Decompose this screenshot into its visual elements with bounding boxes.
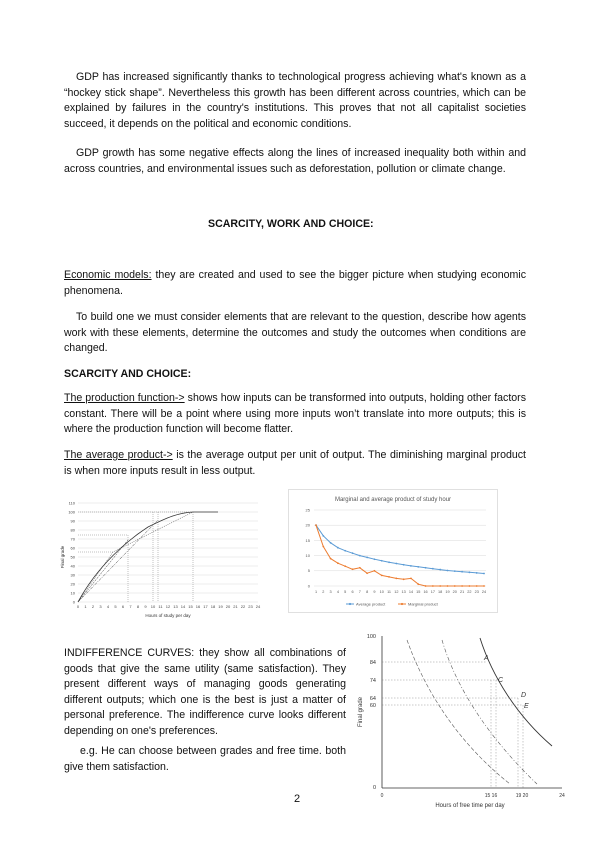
marginal-average-title: Marginal and average product of study hour xyxy=(334,497,452,503)
series-point-1 xyxy=(366,572,368,574)
series-point-1 xyxy=(315,524,317,526)
term-average-product: The average product-> xyxy=(64,449,173,461)
series-point-0 xyxy=(476,572,478,574)
series-point-1 xyxy=(468,585,470,587)
marginal-xtick: 22 xyxy=(467,590,472,594)
paragraph-gdp-growth: GDP has increased significantly thanks to technological progress achieving what's known as a “hockey stick shape”. Nevertheless this growth has been different across countries, which can be explained by failures in the country's institutions. This proves that not all capitalist societies succeed, it depends on the political and economic conditions. xyxy=(64,71,526,130)
production-ytick: 90 xyxy=(70,518,75,524)
marginal-xtick: 16 xyxy=(423,590,428,594)
marginal-xtick: 23 xyxy=(474,590,479,594)
production-xtick: 24 xyxy=(255,604,261,609)
series-point-1 xyxy=(359,567,361,569)
average-text: is the average output per unit of output. The diminishing marginal product is when more inputs result in less output. xyxy=(64,449,526,477)
marginal-xtick: 17 xyxy=(430,590,435,594)
production-ytick: 70 xyxy=(70,536,75,542)
series-point-1 xyxy=(447,585,449,587)
production-function-chart xyxy=(58,495,270,619)
series-point-1 xyxy=(483,585,485,587)
series-point-0 xyxy=(388,561,390,563)
indiff-point-c: C xyxy=(498,677,504,684)
indiff-xtick-0: 0 xyxy=(380,793,384,799)
marginal-xtick: 19 xyxy=(445,590,450,594)
series-point-0 xyxy=(410,565,412,567)
production-ytick: 110 xyxy=(68,500,75,506)
paragraph-gdp-negative: GDP growth has some negative effects along the lines of increased inequality both within and across countries, and environmental issues such as deforestation, pollution or climate change. xyxy=(64,147,526,175)
series-point-1 xyxy=(344,565,346,567)
heading-scarcity-work-choice: SCARCITY, WORK AND CHOICE: xyxy=(208,218,374,230)
production-ytick: 80 xyxy=(70,527,75,533)
production-xtick: 17 xyxy=(203,604,208,609)
series-point-1 xyxy=(454,585,456,587)
series-point-0 xyxy=(395,563,397,565)
marginal-ytick: 15 xyxy=(305,537,310,543)
production-xtick: 18 xyxy=(210,604,216,609)
series-point-1 xyxy=(476,585,478,587)
series-point-1 xyxy=(410,578,412,580)
indiff-ytick-84: 84 xyxy=(369,660,376,666)
production-xtick: 15 xyxy=(188,604,193,609)
series-point-1 xyxy=(374,570,376,572)
series-point-1 xyxy=(439,585,441,587)
marginal-xtick: 24 xyxy=(481,590,487,594)
series-point-0 xyxy=(461,571,463,573)
paragraph-build: To build one we must consider elements that are relevant to the question, describe how agents work with these elements, determine the outcomes and study the outcomes when conditions are changed. xyxy=(64,311,526,355)
marginal-ytick: 20 xyxy=(305,522,310,528)
series-point-1 xyxy=(417,583,419,585)
production-xtick: 8 xyxy=(136,604,140,609)
series-point-1 xyxy=(381,574,383,576)
marginal-xtick: 2 xyxy=(322,590,325,594)
paragraph-production xyxy=(64,391,526,438)
series-point-0 xyxy=(322,535,324,537)
series-point-1 xyxy=(330,558,332,560)
marginal-xtick: 10 xyxy=(379,590,384,594)
series-point-0 xyxy=(337,547,339,549)
production-xtick: 19 xyxy=(218,604,223,609)
marginal-xtick: 7 xyxy=(358,590,361,594)
production-xtick: 21 xyxy=(233,604,238,609)
indiff-ytick-64: 64 xyxy=(369,696,376,702)
series-point-1 xyxy=(388,576,390,578)
production-ylabel: Final grade xyxy=(60,545,65,569)
production-xtick: 7 xyxy=(129,604,132,609)
production-xtick: 20 xyxy=(225,604,231,609)
marginal-xtick: 3 xyxy=(329,590,332,594)
indiff-xlabel: Hours of free time per day xyxy=(435,803,505,809)
series-point-1 xyxy=(322,546,324,548)
marginal-xtick: 1 xyxy=(314,590,318,594)
production-xtick: 6 xyxy=(121,604,125,609)
term-economic-models: Economic models: xyxy=(64,269,152,281)
indiff-curve-3 xyxy=(480,638,552,746)
marginal-ytick: 10 xyxy=(305,553,310,558)
marginal-average-chart xyxy=(288,489,498,613)
marginal-xtick: 20 xyxy=(452,590,457,594)
production-ytick: 100 xyxy=(68,509,75,515)
series-point-1 xyxy=(395,578,397,580)
indiff-curve-1 xyxy=(407,640,510,784)
production-xtick: 4 xyxy=(106,604,110,609)
marginal-ytick: 0 xyxy=(307,583,310,589)
series-point-0 xyxy=(439,569,441,571)
production-xtick: 16 xyxy=(195,604,201,609)
production-xtick: 0 xyxy=(76,604,80,609)
production-xtick: 3 xyxy=(99,604,102,609)
production-xtick: 22 xyxy=(240,604,246,609)
indiff-ytick-0: 0 xyxy=(372,785,376,791)
production-ytick: 40 xyxy=(70,563,75,569)
marginal-xtick: 21 xyxy=(459,590,465,594)
marginal-xtick: 8 xyxy=(366,590,369,594)
series-point-0 xyxy=(447,570,449,572)
production-xtick: 12 xyxy=(165,604,171,609)
series-point-1 xyxy=(337,562,339,564)
marginal-xtick: 13 xyxy=(401,590,406,594)
legend-marginal: Marginal product xyxy=(408,601,438,607)
series-point-1 xyxy=(461,585,463,587)
indifference-chart xyxy=(352,626,572,812)
series-point-1 xyxy=(425,585,427,587)
paragraph-average xyxy=(64,448,526,479)
production-ytick: 50 xyxy=(70,554,75,560)
page-number: 2 xyxy=(294,793,301,805)
series-point-0 xyxy=(344,550,346,552)
production-xtick: 11 xyxy=(158,604,163,609)
marginal-xtick: 9 xyxy=(373,590,376,594)
series-point-0 xyxy=(352,552,354,554)
marginal-xtick: 12 xyxy=(394,590,399,594)
marginal-xtick: 14 xyxy=(408,590,414,594)
heading-scarcity-choice: SCARCITY AND CHOICE: xyxy=(64,368,192,380)
series-point-0 xyxy=(417,566,419,568)
paragraph-example: e.g. He can choose between grades and free time. both give them satisfaction. xyxy=(64,745,346,773)
series-point-0 xyxy=(432,568,434,570)
series-point-0 xyxy=(483,573,485,575)
production-ytick: 0 xyxy=(72,599,75,605)
marginal-ytick: 25 xyxy=(305,507,310,513)
paragraph-models xyxy=(64,268,526,299)
term-production-function: The production function-> xyxy=(64,392,185,404)
series-point-0 xyxy=(468,571,470,573)
production-xtick: 13 xyxy=(173,604,178,609)
marginal-xtick: 5 xyxy=(344,590,347,594)
series-point-0 xyxy=(403,564,405,566)
series-point-0 xyxy=(330,542,332,544)
marginal-xtick: 15 xyxy=(416,590,421,594)
indiff-ytick-100: 100 xyxy=(366,634,376,640)
indiff-ytick-74: 74 xyxy=(369,678,376,684)
marginal-xtick: 18 xyxy=(438,590,443,594)
marginal-xtick: 11 xyxy=(387,590,392,594)
series-point-0 xyxy=(366,557,368,559)
production-xlabel: Hours of study per day xyxy=(145,613,191,618)
series-point-0 xyxy=(374,558,376,560)
marginal-ytick: 5 xyxy=(307,568,310,574)
production-xtick: 23 xyxy=(248,604,253,609)
production-ytick: 60 xyxy=(70,545,75,551)
paragraph-indifference: INDIFFERENCE CURVES: they show all combinations of goods that give the same utility (same satisfaction). They present different ways of managing goods generating different outputs; which one is the best is just a matter of personal preference. The indifference curve looks different depending on one's preferences. xyxy=(64,647,346,737)
production-ytick: 30 xyxy=(70,572,75,578)
series-point-1 xyxy=(403,578,405,580)
legend-average: Average product xyxy=(356,601,386,607)
production-xtick: 9 xyxy=(144,604,147,609)
production-xtick: 5 xyxy=(114,604,117,609)
series-point-0 xyxy=(359,555,361,557)
indiff-curve-2 xyxy=(442,640,537,784)
production-ytick: 10 xyxy=(70,590,75,596)
series-point-0 xyxy=(454,570,456,572)
series-point-1 xyxy=(352,568,354,570)
series-point-0 xyxy=(425,567,427,569)
production-xtick: 2 xyxy=(91,604,95,609)
production-xtick: 1 xyxy=(84,604,87,609)
production-text: shows how inputs can be transformed into outputs, holding other factors constant. There will be a point where using more inputs won’t translate into more outputs; this is where the production function will become flatter. xyxy=(64,392,527,436)
marginal-xtick: 6 xyxy=(351,590,354,594)
production-xtick: 14 xyxy=(180,604,186,609)
indiff-xtick-24: 24 xyxy=(559,793,565,799)
indiff-point-a: A xyxy=(484,655,489,662)
indiff-point-e: E xyxy=(524,703,529,710)
indiff-xtick-1516: 15 16 xyxy=(484,793,498,799)
indiff-ylabel: Final grade xyxy=(358,696,364,728)
indiff-ytick-60: 60 xyxy=(369,703,376,709)
models-text: they are created and used to see the bigger picture when studying economic phenomena. xyxy=(64,269,526,297)
indiff-xtick-1920: 19 20 xyxy=(515,793,529,799)
production-ytick: 20 xyxy=(70,581,75,587)
indiff-point-d: D xyxy=(521,692,527,699)
production-xtick: 10 xyxy=(150,604,156,609)
series-point-0 xyxy=(381,560,383,562)
series-point-1 xyxy=(432,585,434,587)
marginal-xtick: 4 xyxy=(336,590,339,594)
